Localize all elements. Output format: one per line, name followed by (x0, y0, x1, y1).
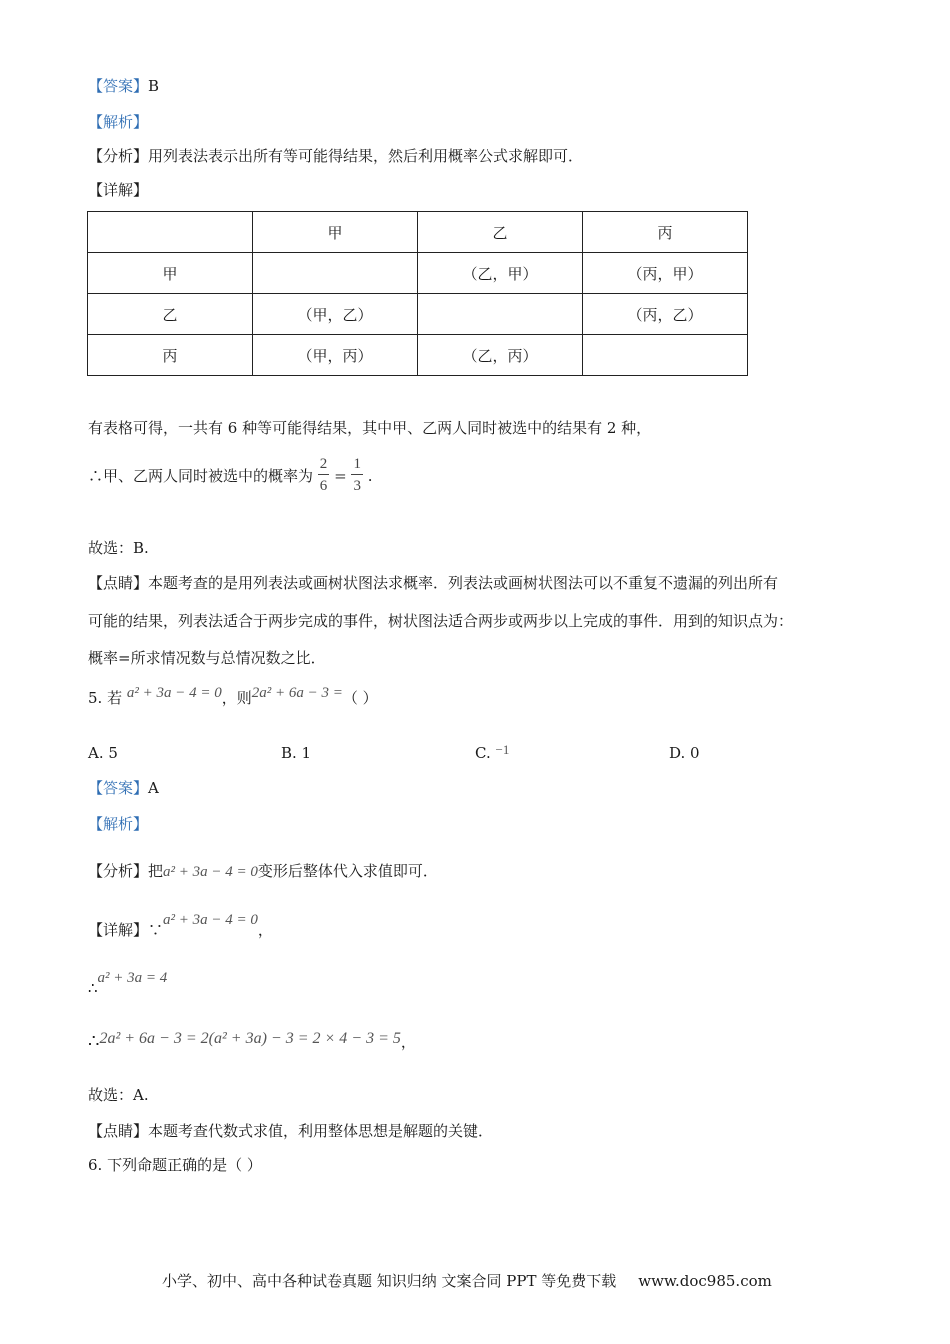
dianjing-tag: 【点睛】 (88, 1122, 149, 1140)
table-cell: 甲 (88, 253, 253, 294)
option-a: A. 5 (88, 744, 118, 762)
dianjing-tag: 【点睛】 (88, 574, 149, 592)
answer-line (88, 76, 159, 96)
option-c (475, 744, 509, 762)
comma: ， (257, 921, 273, 939)
probability-suffix: . (367, 466, 373, 485)
analysis-tag: 【解析】 (88, 815, 149, 833)
detail-tag: 【详解】 (88, 181, 149, 199)
detail-tag: 【详解】 (88, 921, 149, 939)
fenxi-tag: 【分析】 (88, 147, 149, 165)
equation: a² + 3a − 4 = 0 (163, 912, 258, 928)
fenxi-tag: 【分析】 (88, 862, 149, 880)
fraction-numerator: 1 (351, 454, 363, 475)
therefore-line-2 (88, 1032, 416, 1053)
probability-prefix: ∴甲、乙两人同时被选中的概率为 (88, 467, 314, 485)
question-number: 5. 若 (88, 689, 123, 707)
fraction-two-sixths (318, 454, 330, 497)
dianjing-text: 本题考查的是用列表法或画树状图法求概率．列表法或画树状图法可以不重复不遗漏的列出所有 (148, 574, 779, 592)
therefore-symbol: ∴ (88, 979, 98, 997)
equation: 2a² + 6a − 3 = (251, 685, 343, 701)
equation: 2a² + 6a − 3 = 2(a² + 3a) − 3 = 2 × 4 − 3 = 5 (99, 1030, 401, 1047)
probability-line (88, 454, 373, 497)
table-row (88, 253, 748, 294)
option-label: C. (475, 744, 491, 762)
dianjing-line-1 (88, 573, 778, 593)
fenxi-line (88, 861, 438, 882)
equation: a² + 3a − 4 = 0 (163, 864, 258, 880)
fenxi-pre: 把 (148, 862, 164, 880)
analysis-tag: 【解析】 (88, 113, 149, 131)
table-cell: 乙 (88, 294, 253, 335)
result-text: 有表格可得，一共有 6 种等可能得结果，其中甲、乙两人同时被选中的结果有 2 种， (88, 419, 652, 437)
equals-sign: = (334, 466, 347, 485)
table-cell: （甲，丙） (253, 335, 418, 376)
table-cell: 丙 (583, 212, 748, 253)
stem-mid: ，则 (221, 689, 252, 707)
detail-line (88, 912, 273, 941)
table-cell (253, 253, 418, 294)
fraction-denominator: 6 (319, 478, 328, 494)
table-cell: （乙，甲） (418, 253, 583, 294)
therefore-symbol: ∴ (88, 1031, 100, 1052)
answer-tag: 【答案】 (88, 779, 149, 797)
table-cell (88, 212, 253, 253)
table-cell (583, 335, 748, 376)
table-cell: （丙，甲） (583, 253, 748, 294)
fenxi-line (88, 146, 583, 166)
therefore-line-1 (88, 970, 168, 999)
table-cell: （甲，乙） (253, 294, 418, 335)
option-d: D. 0 (669, 744, 700, 762)
choose-line: 故选：A. (88, 1086, 149, 1104)
comma: ， (400, 1033, 416, 1051)
probability-table (87, 211, 748, 376)
fraction-numerator: 2 (318, 454, 330, 475)
table-cell: （丙，乙） (583, 294, 748, 335)
fraction-denominator: 3 (353, 478, 361, 494)
fraction-one-third (351, 454, 363, 497)
question-5-stem (88, 685, 378, 709)
dianjing-line (88, 1121, 493, 1141)
table-cell: 甲 (253, 212, 418, 253)
answer-tag: 【答案】 (88, 77, 149, 95)
answer-value: B (148, 77, 160, 95)
choose-line: 故选：B. (88, 539, 149, 557)
table-row (88, 335, 748, 376)
equation: a² + 3a = 4 (97, 970, 168, 986)
question-6-stem: 6. 下列命题正确的是（ ） (88, 1156, 262, 1174)
table-cell: 丙 (88, 335, 253, 376)
footer-text: 小学、初中、高中各种试卷真题 知识归纳 文案合同 PPT 等免费下载 (162, 1272, 617, 1290)
answer-value: A (148, 779, 159, 797)
fenxi-text: 用列表法表示出所有等可能得结果，然后利用概率公式求解即可． (148, 147, 584, 165)
option-b: B. 1 (281, 744, 312, 762)
table-cell (418, 294, 583, 335)
because-symbol: ∵ (148, 921, 164, 939)
page-footer (162, 1270, 772, 1291)
answer-parentheses: （ ） (342, 689, 378, 707)
answer-line (88, 778, 159, 798)
table-header-row (88, 212, 748, 253)
dianjing-line-2: 可能的结果，列表法适合于两步完成的事件，树状图法适合两步或两步以上完成的事件．用到的知识点为： (88, 612, 794, 630)
dianjing-text: 本题考查代数式求值，利用整体思想是解题的关键． (148, 1122, 494, 1140)
footer-url[interactable]: www.doc985.com (638, 1272, 772, 1290)
equation: a² + 3a − 4 = 0 (126, 685, 222, 701)
option-value: −1 (495, 742, 510, 757)
table-row (88, 294, 748, 335)
fenxi-post: 变形后整体代入求值即可． (257, 862, 438, 880)
dianjing-line-3: 概率=所求情况数与总情况数之比． (88, 649, 326, 667)
table-cell: （乙，丙） (418, 335, 583, 376)
table-cell: 乙 (418, 212, 583, 253)
